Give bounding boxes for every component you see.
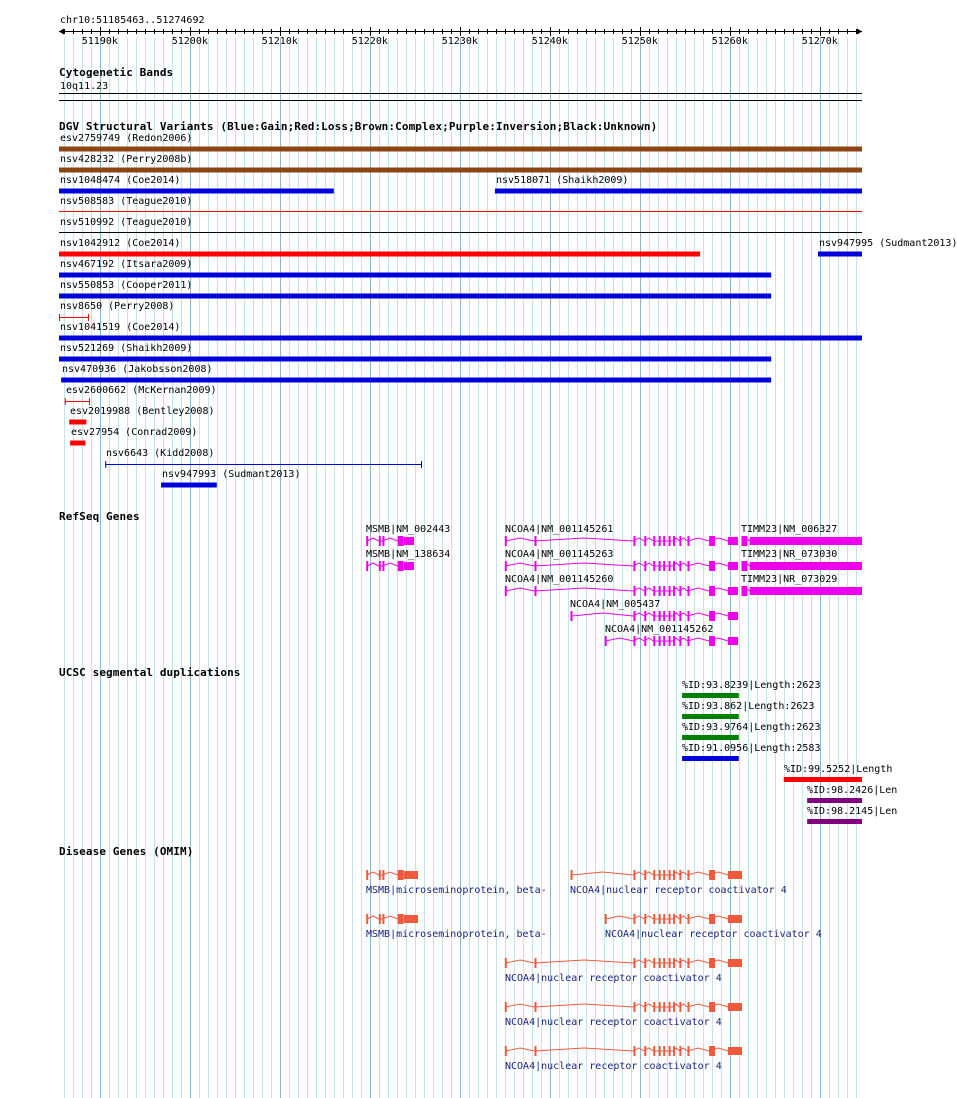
gene-exon <box>505 1046 507 1056</box>
cytoband-track-title: Cytogenetic Bands <box>59 66 174 79</box>
dgv-variant-bar[interactable] <box>59 294 771 299</box>
ruler-tick-label: 51220k <box>351 36 388 47</box>
gene-exon <box>644 611 646 621</box>
gene-exon <box>728 637 738 645</box>
gene-intron <box>687 916 709 919</box>
dgv-track-title: DGV Structural Variants (Blue:Gain;Red:Loss;Brown:Complex;Purple:Inversion;Black:Unknown) <box>59 120 658 133</box>
omim-gene-glyph[interactable] <box>0 1046 890 1056</box>
omim-track-title: Disease Genes (OMIM) <box>59 845 194 858</box>
omim-gene-label: NCOA4|nuclear receptor coactivator 4 <box>505 1017 722 1028</box>
dgv-variant-nsv518071[interactable] <box>0 188 890 196</box>
gene-exon <box>728 612 738 620</box>
gene-exon <box>741 586 747 596</box>
gene-exon <box>750 562 862 570</box>
dgv-variant-nsv467192[interactable] <box>0 272 890 280</box>
gene-exon <box>644 870 646 880</box>
dgv-variant-esv2600662[interactable] <box>0 398 890 406</box>
gene-exon <box>687 1002 689 1012</box>
gene-intron <box>571 613 633 616</box>
ruler-tick-label: 51190k <box>81 36 118 47</box>
gene-exon <box>687 870 689 880</box>
gene-exon <box>653 870 655 880</box>
refseq-gene-label: MSMB|NM_138634 <box>366 549 451 560</box>
gene-exon <box>669 870 671 880</box>
segdup-label: %ID:93.8239|Length:2623 <box>682 680 821 691</box>
segdup-item[interactable] <box>0 714 890 720</box>
gene-intron <box>506 960 535 963</box>
gene-exon <box>709 1002 715 1012</box>
gene-exon <box>659 914 661 924</box>
segdup-label: %ID:93.9764|Length:2623 <box>682 722 821 733</box>
ruler-tick-label: 51270k <box>801 36 838 47</box>
gene-exon <box>663 870 665 880</box>
gene-exon <box>644 958 646 968</box>
gene-exon <box>673 914 675 924</box>
dgv-variant-label: esv2759749 (Redon2006) <box>60 133 193 144</box>
gene-exon <box>673 636 675 646</box>
gene-exon <box>633 914 635 924</box>
dgv-variant-bar[interactable] <box>59 273 771 278</box>
gene-exon <box>663 611 665 621</box>
gene-intron <box>534 1004 633 1007</box>
gene-exon <box>605 636 607 646</box>
gene-intron <box>687 1004 709 1007</box>
omim-gene-label: NCOA4|nuclear receptor coactivator 4 <box>505 973 722 984</box>
segdup-item[interactable] <box>0 798 890 804</box>
gene-exon <box>741 536 747 546</box>
gene-exon <box>659 611 661 621</box>
segdup-bar[interactable] <box>682 735 739 740</box>
ruler-tick-label: 51230k <box>441 36 478 47</box>
dgv-variant-label: nsv508583 (Teague2010) <box>60 196 193 207</box>
gene-exon <box>669 636 671 646</box>
dgv-variant-esv2019988[interactable] <box>0 419 890 427</box>
refseq-gene-TIMM23-NM_006327[interactable] <box>0 536 890 546</box>
dgv-variant-bar[interactable] <box>59 168 862 173</box>
omim-gene-label: MSMB|microseminoprotein, beta- <box>366 929 547 940</box>
gene-exon <box>633 1002 635 1012</box>
gene-exon <box>633 1046 635 1056</box>
gene-exon <box>728 915 742 923</box>
gene-exon <box>709 914 715 924</box>
gene-exon <box>679 958 681 968</box>
dgv-variant-label: nsv470936 (Jakobsson2008) <box>62 364 213 375</box>
segdup-bar[interactable] <box>807 798 862 803</box>
dgv-variant-label: nsv1048474 (Coe2014) <box>60 175 181 186</box>
gene-exon <box>750 537 862 545</box>
refseq-gene-NCOA4-NM_001145262[interactable] <box>0 636 890 646</box>
segdup-bar[interactable] <box>807 819 862 824</box>
gene-exon <box>709 870 715 880</box>
gene-exon <box>679 1046 681 1056</box>
omim-gene-glyph[interactable] <box>0 870 890 880</box>
gene-exon <box>669 611 671 621</box>
gene-exon <box>673 870 675 880</box>
refseq-gene-NCOA4-NM_005437[interactable] <box>0 611 890 621</box>
gene-intron <box>534 960 633 963</box>
gene-exon <box>673 958 675 968</box>
gene-exon <box>728 871 742 879</box>
dgv-variant-bar[interactable] <box>59 147 862 152</box>
gene-intron <box>687 1048 709 1051</box>
gene-exon <box>750 587 862 595</box>
ruler-tick-label: 51200k <box>171 36 208 47</box>
dgv-variant-bar[interactable] <box>818 252 862 257</box>
segdup-item[interactable] <box>0 819 890 825</box>
refseq-gene-TIMM23-NR_073030[interactable] <box>0 561 890 571</box>
segdup-bar[interactable] <box>682 756 739 761</box>
gene-intron <box>687 960 709 963</box>
gene-exon <box>663 914 665 924</box>
segdup-bar[interactable] <box>682 714 739 719</box>
segdup-bar[interactable] <box>682 693 739 698</box>
gene-exon <box>659 870 661 880</box>
dgv-variant-nsv947995[interactable] <box>0 251 890 259</box>
ruler-tick-label: 51260k <box>711 36 748 47</box>
dgv-variant-label: nsv550853 (Cooper2011) <box>60 280 193 291</box>
dgv-variant-nsv947993[interactable] <box>0 482 890 490</box>
dgv-variant-nsv1041519[interactable] <box>0 335 890 343</box>
refseq-gene-label: MSMB|NM_002443 <box>366 524 451 535</box>
gene-exon <box>633 870 635 880</box>
dgv-variant-label: nsv521269 (Shaikh2009) <box>60 343 193 354</box>
gene-exon <box>663 636 665 646</box>
segdup-label: %ID:91.0956|Length:2583 <box>682 743 821 754</box>
dgv-variant-label: nsv518071 (Shaikh2009) <box>496 175 629 186</box>
gene-exon <box>673 1002 675 1012</box>
refseq-gene-label: NCOA4|NM_001145263 <box>505 549 614 560</box>
gene-exon <box>728 959 742 967</box>
gene-exon <box>673 1046 675 1056</box>
gene-exon <box>644 1046 646 1056</box>
dgv-variant-label: nsv8650 (Perry2008) <box>60 301 175 312</box>
gene-exon <box>709 636 715 646</box>
gene-exon <box>644 636 646 646</box>
gene-exon <box>505 1002 507 1012</box>
gene-intron <box>687 872 709 875</box>
dgv-variant-label: esv2600662 (McKernan2009) <box>66 385 217 396</box>
cytoband-label[interactable]: 10q11.23 <box>60 81 109 92</box>
gene-exon <box>669 1046 671 1056</box>
dgv-variant-esv27954[interactable] <box>0 440 890 448</box>
ruler-tick-label: 51240k <box>531 36 568 47</box>
gene-exon <box>679 611 681 621</box>
dgv-variant-label: nsv467192 (Itsara2009) <box>60 259 193 270</box>
gene-intron <box>534 1048 633 1051</box>
dgv-variant-bar[interactable] <box>495 189 862 194</box>
dgv-variant-bar[interactable] <box>59 357 771 362</box>
dgv-variant-bar[interactable] <box>161 483 217 488</box>
gene-exon <box>679 636 681 646</box>
gene-exon <box>709 1046 715 1056</box>
gene-exon <box>570 870 572 880</box>
ruler-tick-label: 51250k <box>621 36 658 47</box>
dgv-variant-bar[interactable] <box>69 420 86 425</box>
gene-exon <box>679 870 681 880</box>
refseq-gene-label: TIMM23|NR_073029 <box>741 574 838 585</box>
gene-exon <box>633 636 635 646</box>
dgv-variant-bar[interactable] <box>59 336 862 341</box>
gene-intron <box>687 638 709 641</box>
segdup-item[interactable] <box>0 756 890 762</box>
gene-exon <box>679 914 681 924</box>
segdup-bar[interactable] <box>784 777 862 782</box>
gene-exon <box>741 561 747 571</box>
gene-intron <box>571 872 633 875</box>
dgv-variant-nsv428232[interactable] <box>0 167 890 175</box>
dgv-variant-nsv6643[interactable] <box>0 461 890 469</box>
gene-exon <box>633 611 635 621</box>
omim-gene-label: MSMB|microseminoprotein, beta- <box>366 885 547 896</box>
segdup-item[interactable] <box>0 735 890 741</box>
gene-exon <box>505 958 507 968</box>
gene-exon <box>659 1046 661 1056</box>
gene-intron <box>606 916 634 919</box>
dgv-variant-label: esv2019988 (Bentley2008) <box>70 406 215 417</box>
dgv-variant-nsv521269[interactable] <box>0 356 890 364</box>
dgv-variant-nsv550853[interactable] <box>0 293 890 301</box>
dgv-variant-label: nsv6643 (Kidd2008) <box>106 448 215 459</box>
omim-gene-glyph[interactable] <box>0 914 890 924</box>
dgv-variant-label: nsv510992 (Teague2010) <box>60 217 193 228</box>
refseq-gene-label: NCOA4|NM_005437 <box>570 599 661 610</box>
gene-exon <box>659 958 661 968</box>
dgv-variant-label: nsv947993 (Sudmant2013) <box>162 469 301 480</box>
gene-intron <box>506 1004 535 1007</box>
gene-exon <box>709 611 715 621</box>
dgv-variant-label: nsv428232 (Perry2008b) <box>60 154 193 165</box>
gene-exon <box>728 1003 742 1011</box>
omim-gene-label: NCOA4|nuclear receptor coactivator 4 <box>605 929 822 940</box>
segdup-item[interactable] <box>0 777 890 783</box>
ruler-right-arrow-icon <box>857 29 862 35</box>
gene-exon <box>669 958 671 968</box>
gene-exon <box>687 636 689 646</box>
dgv-variant-nsv510992[interactable] <box>0 230 890 238</box>
refseq-gene-label: TIMM23|NM_006327 <box>741 524 838 535</box>
gene-exon <box>687 914 689 924</box>
cytoband-bar[interactable] <box>59 93 862 101</box>
gene-exon <box>687 1046 689 1056</box>
refseq-gene-label: NCOA4|NM_001145262 <box>605 624 714 635</box>
ruler-left-arrow-icon <box>59 29 64 35</box>
segdup-label: %ID:98.2426|Len <box>807 785 898 796</box>
dgv-variant-label: nsv1041519 (Coe2014) <box>60 322 181 333</box>
dgv-variant-esv2759749[interactable] <box>0 146 890 154</box>
segdup-track-title: UCSC segmental duplications <box>59 666 241 679</box>
gene-exon <box>679 1002 681 1012</box>
dgv-variant-label: esv27954 (Conrad2009) <box>71 427 198 438</box>
gene-exon <box>653 958 655 968</box>
ruler-tick-label: 51210k <box>261 36 298 47</box>
refseq-gene-TIMM23-NR_073029[interactable] <box>0 586 890 596</box>
gene-intron <box>606 638 634 641</box>
dgv-variant-nsv508583[interactable] <box>0 209 890 217</box>
gene-exon <box>663 958 665 968</box>
refseq-gene-label: NCOA4|NM_001145261 <box>505 524 614 535</box>
gene-exon <box>534 1046 536 1056</box>
gene-exon <box>534 958 536 968</box>
ruler[interactable] <box>0 22 890 72</box>
ruler-coordinate-label: chr10:51185463..51274692 <box>60 15 205 26</box>
gene-exon <box>570 611 572 621</box>
segdup-label: %ID:99.5252|Length <box>784 764 893 775</box>
gene-exon <box>653 1002 655 1012</box>
gene-exon <box>663 1046 665 1056</box>
gene-intron <box>687 613 709 616</box>
dgv-variant-label: nsv1042912 (Coe2014) <box>60 238 181 249</box>
segdup-label: %ID:93.862|Length:2623 <box>682 701 815 712</box>
omim-gene-glyph[interactable] <box>0 958 890 968</box>
gene-exon <box>534 1002 536 1012</box>
omim-gene-label: NCOA4|nuclear receptor coactivator 4 <box>505 1061 722 1072</box>
gene-exon <box>669 1002 671 1012</box>
segdup-item[interactable] <box>0 693 890 699</box>
omim-gene-label: NCOA4|nuclear receptor coactivator 4 <box>570 885 787 896</box>
dgv-variant-nsv8650[interactable] <box>0 314 890 322</box>
gene-exon <box>644 914 646 924</box>
gene-exon <box>659 636 661 646</box>
gene-exon <box>728 1047 742 1055</box>
gene-exon <box>663 1002 665 1012</box>
gene-exon <box>653 636 655 646</box>
gene-exon <box>605 914 607 924</box>
dgv-variant-bar[interactable] <box>70 441 85 446</box>
gene-exon <box>673 611 675 621</box>
gene-exon <box>687 611 689 621</box>
dgv-variant-bar[interactable] <box>61 378 771 383</box>
gene-exon <box>653 611 655 621</box>
gene-exon <box>644 1002 646 1012</box>
gene-exon <box>659 1002 661 1012</box>
omim-gene-glyph[interactable] <box>0 1002 890 1012</box>
gene-exon <box>687 958 689 968</box>
gene-exon <box>709 958 715 968</box>
refseq-track-title: RefSeq Genes <box>59 510 140 523</box>
refseq-gene-label: TIMM23|NR_073030 <box>741 549 838 560</box>
segdup-label: %ID:98.2145|Len <box>807 806 898 817</box>
gene-exon <box>653 914 655 924</box>
gene-exon <box>653 1046 655 1056</box>
gene-exon <box>669 914 671 924</box>
dgv-variant-label: nsv947995 (Sudmant2013) <box>819 238 957 249</box>
gene-exon <box>633 958 635 968</box>
gene-intron <box>506 1048 535 1051</box>
dgv-variant-nsv470936[interactable] <box>0 377 890 385</box>
refseq-gene-label: NCOA4|NM_001145260 <box>505 574 614 585</box>
